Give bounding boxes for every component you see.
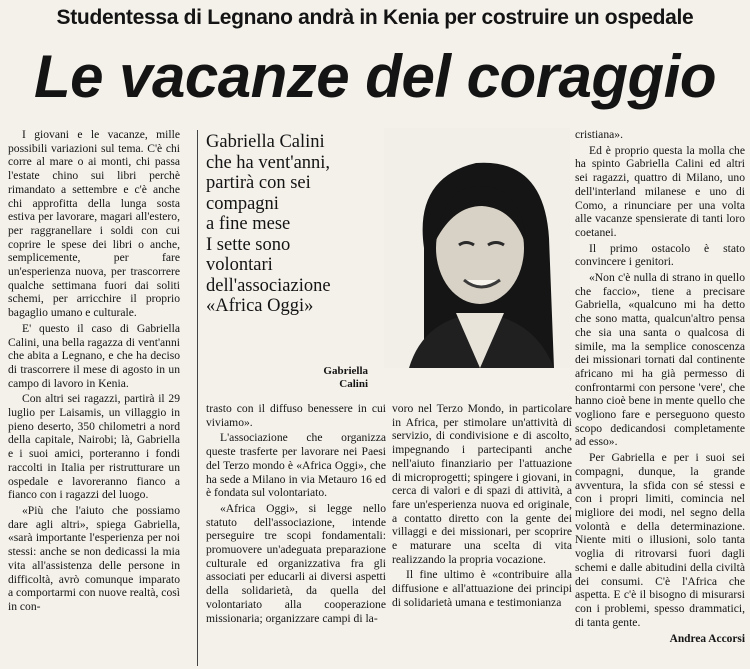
paragraph: voro nel Terzo Mondo, in particolare in Africa, per stimolare un'attività di servizio, di condivisione e di ascolto, impegnando i partecipanti anche nell'aiuto finanziario per l'attuazione di microprogetti; spingere i giovani, in cerca di valori e di spazi di attività, a fare un'esperienza nuova ed originale, a contatto diretto con la gente dei villaggi e dei missionari, per scoprire e maturare una scelta di vita realizzando la propria vocazione. [392,402,572,566]
author-signature: Andrea Accorsi [669,633,745,646]
article-column-4 [575,128,745,668]
standfirst-line: volontari [206,255,273,275]
paragraph: Per Gabriella e per i suoi sei compagni, dunque, la grande avventura, la sfida con sé stessi e con i propri limiti, comincia nel migliore dei modi, nel segno della volontà e della determinazione. Niente miti o illusioni, solo tanta voglia di ritrovarsi fuori dagli schemi e dalle abitudini della civiltà dei consumi. C'è l'Africa che aspetta. E c'è il bisogno di misurarsi con i problemi, spesso drammatici, di tanta gente. [575,451,745,629]
kicker: Studentessa di Legnano andrà in Kenia per costruire un ospedale [56,6,694,29]
paragraph: Il primo ostacolo è stato convincere i genitori. [575,241,745,269]
standfirst [206,132,368,317]
standfirst-line: compagni [206,193,279,214]
photo-caption [254,365,368,391]
standfirst-line: Gabriella Calini [206,132,325,152]
paragraph: «Più che l'aiuto che possiamo dare agli altri», spiega Gabriella, «sarà importante l'esperienza per noi stessi: anche se non dedicassi la mia vita all'assistenza delle persone in difficoltà, avrò comunque imparato a comportarmi con nuove realtà, così in con- [8,503,180,613]
headline: Le vacanze del coraggio [33,43,717,110]
paragraph: E' questo il caso di Gabriella Calini, una bella ragazza di vent'anni che abita a Legnano, e che ha deciso di trascorrere il mese di agosto in un campo di lavoro in Kenia. [8,321,180,390]
caption-line: Gabriella [323,365,368,377]
paragraph: «Non c'è nulla di strano in quello che faccio», tiene a precisare Gabriella, «qualcuno mi ha detto che sono matta, qualcun'altro pensa che sia una santa o qualcosa di simile, ma la semplice conoscenza dei missionari tornati dal continente africano mi ha già permesso di confrontarmi con persone 'vere', che hanno cioè bene in mente quello che vogliono fare e perseguono questo scopo dedicandosi completamente ad esso». [575,271,745,449]
paragraph: L'associazione che organizza queste trasferte per lavorare nei Paesi del Terzo mondo è «Africa Oggi», che ha sede a Milano in via Metauro 16 ed è fondata sul volontariato. [206,431,386,500]
portrait-illustration [384,128,570,368]
standfirst-line: I sette sono [206,234,291,255]
caption-line: Calini [339,378,368,390]
paragraph: I giovani e le vacanze, mille possibili variazioni sul tema. C'è chi corre al mare o ai monti, chi passa l'estate chino sui libri perchè rimandato a settembre e c'è anche chi approfitta della lunga sosta estiva per lavorare, magari all'estero, per raggranellare i soldi con cui coprire le spese dei libri o anche, semplicemente, per fare un'esperienza nuova, per trascorrere qualche settimana fuori dai soliti schemi, per arricchire il proprio bagaglio umano e culturale. [8,128,180,320]
article-column-2 [206,402,386,668]
standfirst-line: a fine mese [206,214,291,234]
paragraph: cristiana». [575,128,623,141]
paragraph: Con altri sei ragazzi, partirà il 29 luglio per Laisamis, un villaggio in pieno deserto, 350 chilometri a nord della capitale, Nairobi; là, Gabriella e i suoi amici, porteranno i fondi raccolti in Italia per ristrutturare un ospedale e lavoreranno fianco a fianco con i ragazzi del luogo. [8,392,180,502]
article-column-1 [8,128,180,668]
standfirst-line: partirà con sei [206,173,311,193]
paragraph: trasto con il diffuso benessere in cui viviamo». [206,402,386,429]
paragraph: «Africa Oggi», si legge nello statuto dell'associazione, intende perseguire tre scopi fondamentali: promuovere un'adeguata preparazione culturale ed organizzativa fra gli associati per educarli ai diversi aspetti della solidarietà, da quella del volontariato alla cooperazione missionaria; organizzare campi di la- [206,501,386,625]
standfirst-line: dell'associazione [206,275,331,296]
portrait-photo [384,128,570,368]
paragraph: Ed è proprio questa la molla che ha spinto Gabriella Calini ed altri sei ragazzi, quattro di Milano, uno dell'interland milanese e uno di Como, a rinunciare per una volta alle vacanze spensierate di tanti loro coetanei. [575,143,745,239]
standfirst-line: «Africa Oggi» [206,296,314,316]
standfirst-line: che ha vent'anni, [206,152,331,173]
article-column-3 [392,402,572,668]
paragraph: Il fine ultimo è «contribuire alla diffusione e all'attuazione dei principi di solidarietà umana e testimonianza [392,568,572,609]
column-divider [197,130,198,666]
